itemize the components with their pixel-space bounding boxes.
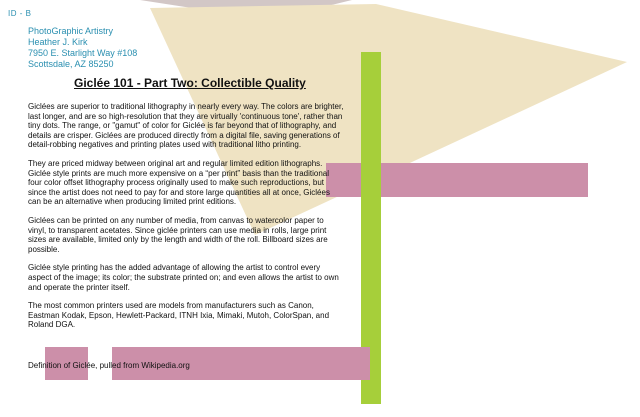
paragraph: They are priced midway between original art and regular limited edition lithographs. Giclée style prints are much more expensive on a “per print” basis than the traditional four color offset lithography process originally used to make such reproductions, but since the artist does not need to pay for and store large quantities all at once, Giclées can be an alternative when producing limited print editions. (28, 158, 330, 207)
contact-address (28, 26, 137, 70)
business-name: PhotoGraphic Artistry (28, 26, 114, 36)
artist-name: Heather J. Kirk (28, 37, 88, 47)
page-title: Giclée 101 - Part Two: Collectible Quality (74, 76, 306, 90)
source-citation: Definition of Giclée, pulled from Wikipedia.org (28, 361, 190, 370)
id-tag: ID - B (8, 9, 32, 18)
paragraph: The most common printers used are models from manufacturers such as Canon, Eastman Kodak, Epson, Hewlett-Packard, ITNH Ixia, Mimaki, Mutoh, ColorSpan, and Roland DGA. (28, 301, 330, 330)
street-address: 7950 E. Starlight Way #108 (28, 48, 138, 58)
city-state-zip: Scottsdale, AZ 85250 (28, 59, 114, 69)
paragraph: Giclées are superior to traditional lithography in nearly every way. The colors are brighter, last longer, and are so high-resolution that they are virtually 'continuous tone', rather than tiny dots. The range, or "gamut" of color for Giclée is far beyond that of lithography, and details are crisper. Giclées are produced directly from a digital file, saving generations of detail-robbing negatives and printing plates used with traditional litho printing. (28, 102, 344, 150)
paragraph: Giclées can be printed on any number of media, from canvas to watercolor paper to vinyl, to transparent acetates. Since giclée printers can use media in rolls, large print sizes are available, limited only by the length and width of the roll. Billboard sizes are possible. (28, 215, 328, 254)
paragraph: Giclée style printing has the added advantage of allowing the artist to control every aspect of the image; its color; the substrate printed on; and even allows the artist to own and operate the printer itself. (28, 263, 339, 292)
article-body (28, 102, 344, 339)
